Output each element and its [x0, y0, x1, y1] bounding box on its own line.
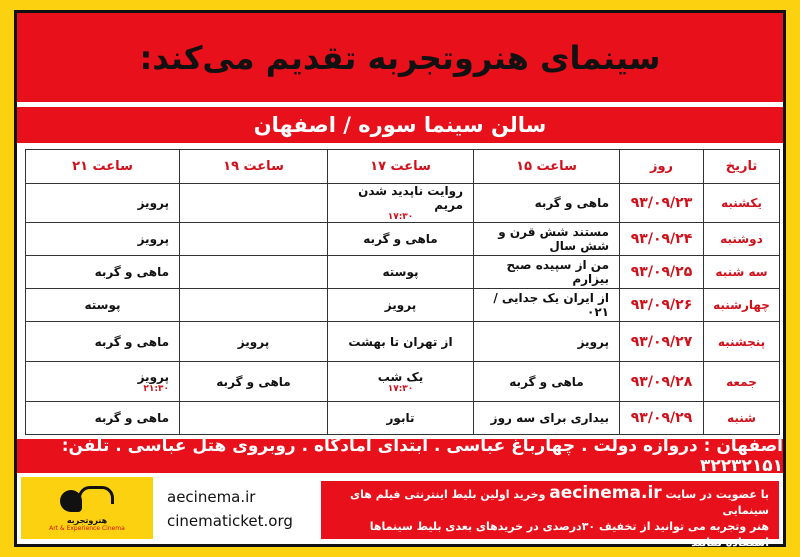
show-19 [180, 223, 328, 256]
show-15: ماهی و گربه [474, 362, 620, 402]
header-17: ساعت ۱۷ [328, 150, 474, 184]
row-date: ۹۳/۰۹/۲۸ [620, 362, 704, 402]
poster [14, 10, 786, 547]
show-15: ماهی و گربه [474, 184, 620, 223]
show-title: روایت ناپدید شدن مریم [358, 184, 463, 212]
logo-subtitle: Art & Experience Cinema [49, 525, 125, 532]
row-date: ۹۳/۰۹/۲۵ [620, 256, 704, 289]
hall-bar [17, 105, 783, 143]
table-row [26, 256, 780, 289]
show-17: پرویز [328, 289, 474, 322]
header-date: تاریخ [704, 150, 780, 184]
show-21: پرویز [26, 223, 180, 256]
show-15: من از سپیده صبح بیزارم [474, 256, 620, 289]
schedule-table [25, 149, 780, 435]
table-row [26, 362, 780, 402]
show-21: پرویز [26, 184, 180, 223]
row-day: یکشنبه [704, 184, 780, 223]
row-date: ۹۳/۰۹/۲۴ [620, 223, 704, 256]
header-19: ساعت ۱۹ [180, 150, 328, 184]
promo-box [321, 481, 779, 549]
title-bar [17, 13, 783, 105]
show-15: بیداری برای سه روز [474, 402, 620, 435]
show-21 [26, 362, 180, 402]
site-link-aecinema[interactable]: aecinema.ir [167, 488, 256, 506]
table-row [26, 223, 780, 256]
show-17: ماهی و گربه [328, 223, 474, 256]
row-date: ۹۳/۰۹/۲۷ [620, 322, 704, 362]
address-text: اصفهان : دروازه دولت . چهارباغ عباسی . ابتدای آمادگاه . روبروی هتل عباسی . تلفن: ۳۲۲۳۲۱۵۱ [61, 436, 783, 476]
row-date: ۹۳/۰۹/۲۹ [620, 402, 704, 435]
header-15: ساعت ۱۵ [474, 150, 620, 184]
show-19 [180, 184, 328, 223]
table-row [26, 402, 780, 435]
show-17 [328, 362, 474, 402]
promo-prefix: با عضویت در سایت [665, 488, 769, 501]
logo-mark-icon [60, 484, 114, 514]
show-time-note: ۱۷:۳۰ [387, 212, 414, 222]
logo [21, 477, 153, 539]
table-row [26, 322, 780, 362]
logo-name: هنروتجربه [66, 516, 108, 525]
show-21: ماهی و گربه [26, 402, 180, 435]
promo-url[interactable]: aecinema.ir [549, 483, 662, 503]
show-21: ماهی و گربه [26, 322, 180, 362]
show-title: پرویز [137, 369, 169, 384]
show-15: پرویز [474, 322, 620, 362]
row-day: جمعه [704, 362, 780, 402]
table-row [26, 289, 780, 322]
table-row [26, 184, 780, 223]
table-header-row [26, 150, 780, 184]
promo-suffix: وخرید اولین بلیط اینترنتی فیلم های سینمایی [350, 488, 769, 517]
hall-name: سالن سینما سوره / اصفهان [253, 113, 547, 137]
site-link-cinematicket[interactable]: cinematicket.org [167, 512, 293, 530]
show-19 [180, 289, 328, 322]
row-day: سه شنبه [704, 256, 780, 289]
site-list [167, 479, 317, 539]
show-time-note: ۲۱:۳۰ [143, 383, 169, 394]
show-19: ماهی و گربه [180, 362, 328, 402]
show-17: پوسته [328, 256, 474, 289]
row-date: ۹۳/۰۹/۲۶ [620, 289, 704, 322]
show-17: تابور [328, 402, 474, 435]
row-date: ۹۳/۰۹/۲۳ [620, 184, 704, 223]
promo-line-1 [331, 485, 769, 519]
row-day: چهارشنبه [704, 289, 780, 322]
show-19 [180, 256, 328, 289]
address-bar [17, 436, 783, 476]
show-19 [180, 402, 328, 435]
poster-title: سینمای هنروتجربه تقدیم می‌کند: [139, 38, 661, 77]
show-15: از ایران یک جدایی / ۰۲۱ [474, 289, 620, 322]
show-17: از تهران تا بهشت [328, 322, 474, 362]
show-21: ماهی و گربه [26, 256, 180, 289]
row-day: پنجشنبه [704, 322, 780, 362]
header-day: روز [620, 150, 704, 184]
promo-line-2: هنر وتجربه می توانید از تخفیف ۳۰درصدی در خریدهای بعدی بلیط سینماها استفاده نمایید [369, 520, 769, 549]
row-day: شنبه [704, 402, 780, 435]
footer [17, 475, 783, 549]
show-title: یک شب [377, 369, 424, 384]
header-21: ساعت ۲۱ [26, 150, 180, 184]
show-15: مستند شش قرن و شش سال [474, 223, 620, 256]
show-21: پوسته [26, 289, 180, 322]
show-time-note: ۱۷:۳۰ [387, 383, 414, 394]
row-day: دوشنبه [704, 223, 780, 256]
show-19: پرویز [180, 322, 328, 362]
show-17 [328, 184, 474, 223]
